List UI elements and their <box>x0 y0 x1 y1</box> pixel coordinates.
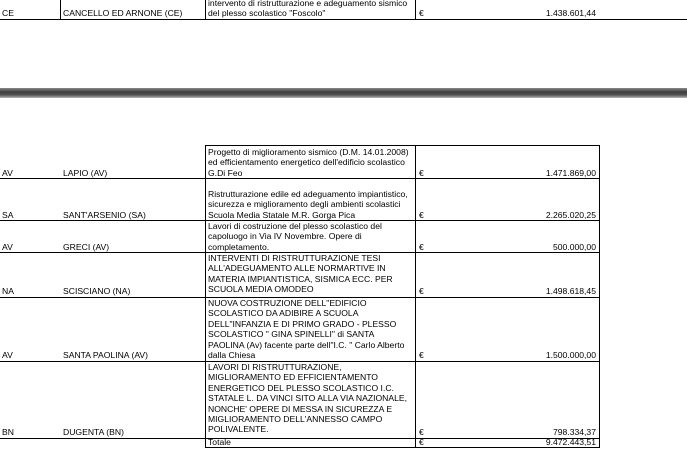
importo-cell: 1.500.000,00 <box>545 350 596 360</box>
currency-cell: € <box>419 350 424 360</box>
currency-cell: € <box>419 242 424 252</box>
importo-cell: 1.438.601,44 <box>545 8 596 18</box>
descrizione-line: Lavori di costruzione del plesso scolastico del <box>208 221 382 231</box>
descrizione-line: STATALE L. DA VINCI SITO ALLA VIA NAZIONALE, <box>208 393 408 404</box>
descrizione-line: ALL'ADEGUAMENTO ALLE NORMARTIVE IN <box>208 263 386 274</box>
importo-cell: 1.498.618,45 <box>545 286 596 296</box>
descrizione-cell <box>208 0 414 19</box>
descrizione-line: del plesso scolastico "Foscolo" <box>208 8 326 19</box>
descrizione-line: PAOLINA (Av) facente parte dell"I.C. " Carlo Alberto <box>208 339 405 350</box>
descrizione-line: NUOVA COSTRUZIONE DELL"EDIFICIO <box>208 298 367 308</box>
prov-cell: BN <box>2 427 14 437</box>
descrizione-line: ed efficientamento energetico dell'edificio scolastico <box>208 157 405 168</box>
descrizione-line: ENERGETICO DEL PLESSO SCOLASTICO I.C. <box>208 382 394 393</box>
page-break-band <box>0 88 687 98</box>
currency-cell: € <box>419 437 424 447</box>
prov-cell: CE <box>2 8 14 18</box>
comune-cell: SANTA PAOLINA (AV) <box>63 350 149 360</box>
column-divider <box>415 0 416 19</box>
prov-cell: NA <box>2 286 14 296</box>
descrizione-line: MIGLIORAMENTO ED EFFICIENTAMENTO <box>208 372 378 383</box>
descrizione-line: NONCHE' OPERE DI MESSA IN SICUREZZA E <box>208 403 393 414</box>
descrizione-line: DELL"INFANZIA E DI PRIMO GRADO - PLESSO <box>208 318 397 329</box>
descrizione-line: LAVORI DI RISTRUTTURAZIONE, <box>208 362 342 372</box>
descrizione-cell <box>208 362 414 435</box>
comune-cell: DUGENTA (BN) <box>63 427 124 437</box>
comune-cell: SCISCIANO (NA) <box>63 286 131 296</box>
descrizione-line: dalla Chiesa <box>208 350 256 361</box>
comune-cell: CANCELLO ED ARNONE (CE) <box>63 8 183 18</box>
column-divider <box>60 0 61 19</box>
descrizione-line: completamento. <box>208 241 270 252</box>
descrizione-line: MIGLIORAMENTO DELL'ANNESSO CAMPO <box>208 414 383 425</box>
descrizione-line: SCOLASTICO " GINA SPINELLI" di SANTA <box>208 329 375 340</box>
prov-cell: AV <box>2 242 13 252</box>
importo-cell: 1.471.869,00 <box>545 168 596 178</box>
descrizione-cell <box>208 298 414 360</box>
descrizione-line: SCUOLA MEDIA OMODEO <box>208 284 314 295</box>
descrizione-cell <box>208 221 414 252</box>
row-divider <box>205 145 600 146</box>
currency-cell: € <box>419 168 424 178</box>
descrizione-cell <box>208 147 414 178</box>
descrizione-line: Ristrutturazione edile ed adeguamento impiantistico, <box>208 189 408 199</box>
row-divider <box>0 19 687 20</box>
descrizione-line: SCOLASTICO DA ADIBIRE A SCUOLA <box>208 308 359 319</box>
currency-cell: € <box>419 427 424 437</box>
prov-cell: SA <box>2 210 14 220</box>
descrizione-line: G.Di Feo <box>208 167 243 178</box>
importo-cell: 500.000,00 <box>552 242 596 252</box>
descrizione-line: MATERIA IMPIANTISTICA, SISMICA ECC. PER <box>208 273 393 284</box>
descrizione-line: Progetto di miglioramento sismico (D.M. 14.01.2008) <box>208 147 409 157</box>
importo-cell: 798.334,37 <box>552 427 596 437</box>
descrizione-line: Scuola Media Statale M.R. Gorga Pica <box>208 209 356 220</box>
descrizione-line: INTERVENTI DI RISTRUTTURAZIONE TESI <box>208 253 381 263</box>
descrizione-line: intervento di ristrutturazione e adeguamento sismico <box>208 0 408 8</box>
importo-cell: 2.265.020,25 <box>545 210 596 220</box>
descrizione-cell <box>208 189 414 220</box>
prov-cell: AV <box>2 350 13 360</box>
total-amount: 9.472.443,51 <box>545 437 596 447</box>
comune-cell: SANT'ARSENIO (SA) <box>63 210 146 220</box>
currency-cell: € <box>419 286 424 296</box>
descrizione-line: POLIVALENTE. <box>208 424 269 435</box>
comune-cell: GRECI (AV) <box>63 242 110 252</box>
comune-cell: LAPIO (AV) <box>63 168 108 178</box>
currency-cell: € <box>419 210 424 220</box>
prov-cell: AV <box>2 168 13 178</box>
descrizione-cell <box>208 253 414 295</box>
total-label: Totale <box>208 437 231 447</box>
descrizione-line: sicurezza e miglioramento degli ambienti scolastici <box>208 199 401 210</box>
descrizione-line: capoluogo in Via IV Novembre. Opere di <box>208 231 362 242</box>
currency-cell: € <box>419 8 424 18</box>
column-divider <box>205 0 206 19</box>
